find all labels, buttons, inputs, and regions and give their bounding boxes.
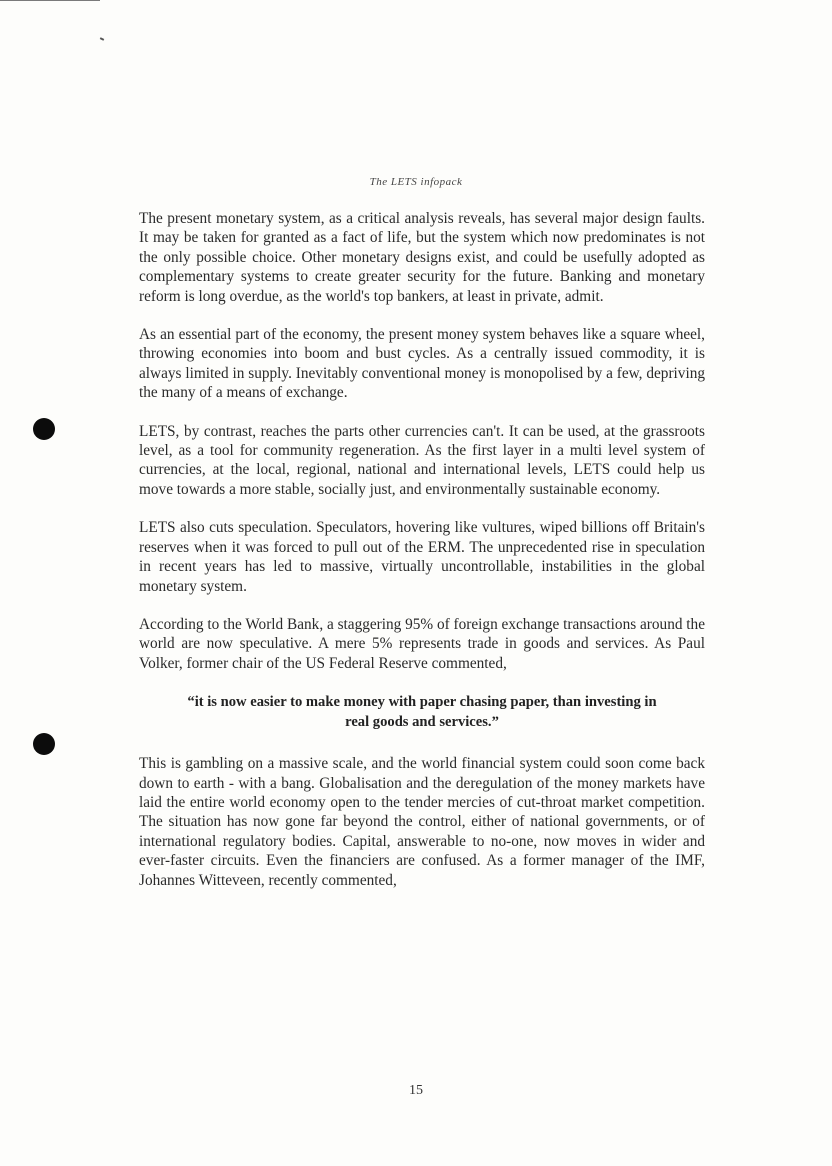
paragraph-lets-contrast: LETS, by contrast, reaches the parts other currencies can't. It can be used, at the grassroots level, as a tool for community regeneration. As the first layer in a multi level system of currencies, at the local, regional, national and international levels, LETS could help us move towards a more stable, socially just, and environmentally sustainable economy. [139,422,705,498]
paragraph-speculation: LETS also cuts speculation. Speculators, hovering like vultures, wiped billions off Britain's reserves when it was forced to pull out of the ERM. The unprecedented rise in speculation in recent years has led to massive, virtually uncontrollable, instabilities in the global monetary system. [139,519,705,595]
running-header: The LETS infopack [369,176,463,188]
paragraph-square-wheel: As an essential part of the economy, the present money system behaves like a square wheel, throwing economies into boom and bust cycles. As a centrally issued commodity, it is always limited in supply. Inevitably conventional money is monopolised by a few, depriving the many of a means of exchange. [139,326,705,402]
paragraph-world-bank: According to the World Bank, a staggering 95% of foreign exchange transactions around the world are now speculative. A mere 5% represents trade in goods and services. As Paul Volker, former chair of the US Federal Reserve commented, [139,615,705,672]
quote-volker: “it is now easier to make money with paper chasing paper, than investing in real goods and services.” [187,694,657,731]
paragraph-monetary-system: The present monetary system, as a critical analysis reveals, has several major design faults. It may be taken for granted as a fact of life, but the system which now predominates is not the only possible choice. Other monetary designs exist, and could be usefully adopted as complementary systems to create greater security for the future. Banking and monetary reform is long overdue, as the world's top bankers, at least in private, admit. [139,210,705,305]
punch-hole-lower [33,733,55,755]
punch-hole-upper [33,418,55,440]
page-number: 15 [409,1083,423,1098]
document-body [139,209,705,909]
scan-edge-line [0,0,100,1]
paragraph-gambling: This is gambling on a massive scale, and the world financial system could soon come back down to earth - with a bang. Globalisation and the deregulation of the money markets have laid the entire world economy open to the tender mercies of cut-throat market competition. The situation has now gone far beyond the control, either of national governments, or of international regulatory bodies. Capital, answerable to no-one, now moves in wider and ever-faster circuits. Even the financiers are confused. As a former manager of the IMF, Johannes Witteveen, recently commented, [139,755,705,889]
scan-speck [100,37,104,41]
